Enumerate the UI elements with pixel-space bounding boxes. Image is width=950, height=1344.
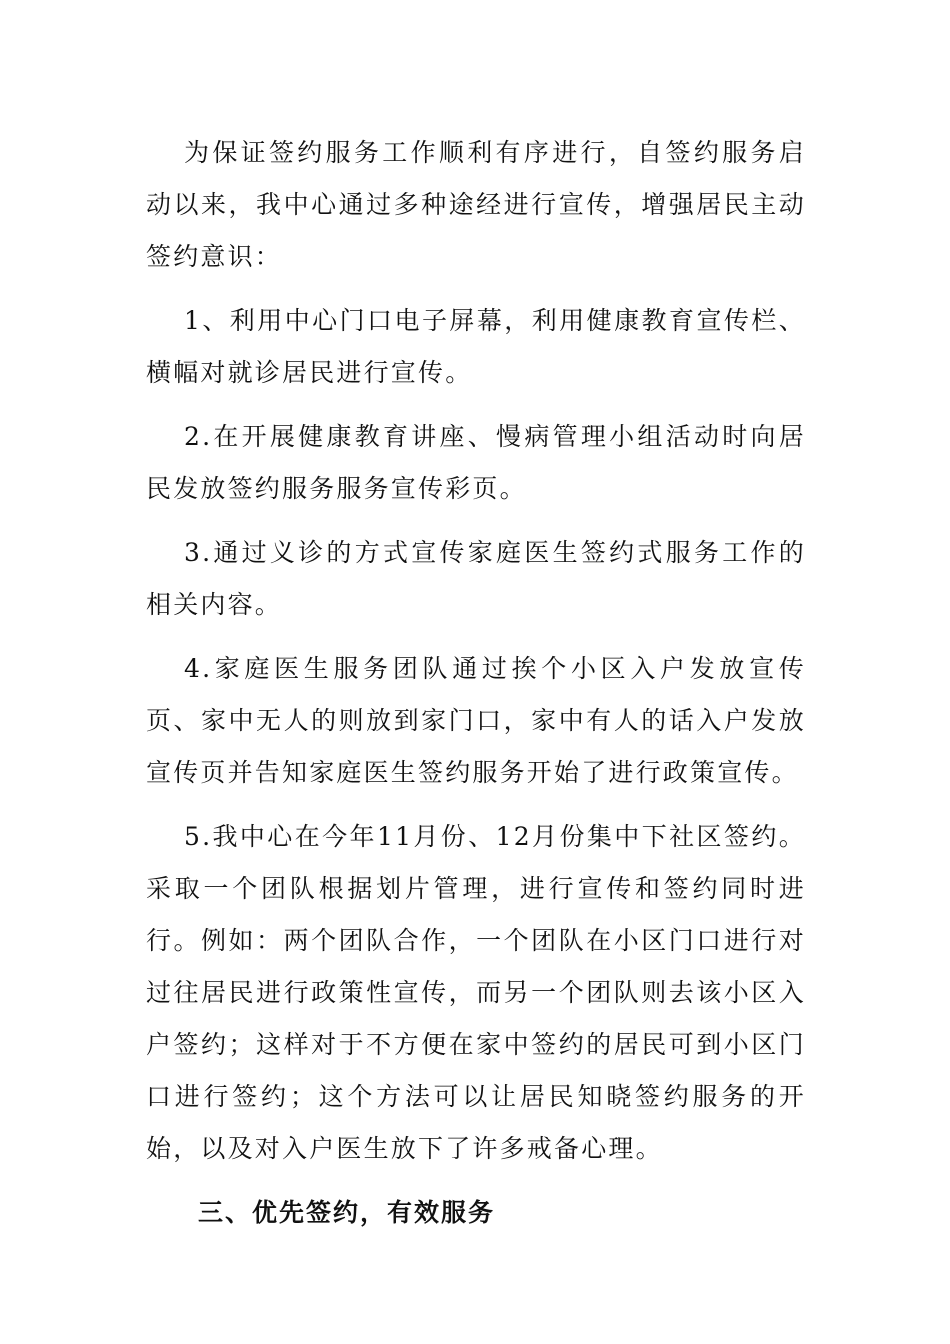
section-heading: 三、优先签约，有效服务: [198, 1198, 496, 1227]
document-body: [146, 127, 806, 1239]
paragraph-item-2: 2.在开展健康教育讲座、慢病管理小组活动时向居民发放签约服务服务宣传彩页。: [146, 422, 806, 503]
paragraph-item-4: 4.家庭医生服务团队通过挨个小区入户发放宣传页、家中无人的则放到家门口，家中有人的话入户发放宣传页并告知家庭医生签约服务开始了进行政策宣传。: [146, 654, 806, 787]
paragraph-item-1: 1、利用中心门口电子屏幕，利用健康教育宣传栏、横幅对就诊居民进行宣传。: [146, 306, 806, 387]
paragraph-intro: 为保证签约服务工作顺利有序进行，自签约服务启动以来，我中心通过多种途经进行宣传，增强居民主动签约意识：: [146, 138, 806, 271]
paragraph-item-5: 5.我中心在今年11月份、12月份集中下社区签约。采取一个团队根据划片管理，进行宣传和签约同时进行。例如：两个团队合作，一个团队在小区门口进行对过往居民进行政策性宣传，而另一个团队则去该小区入户签约；这样对于不方便在家中签约的居民可到小区门口进行签约；这个方法可以让居民知晓签约服务的开始，以及对入户医生放下了许多戒备心理。: [146, 822, 806, 1163]
paragraph-item-3: 3.通过义诊的方式宣传家庭医生签约式服务工作的相关内容。: [146, 538, 806, 619]
